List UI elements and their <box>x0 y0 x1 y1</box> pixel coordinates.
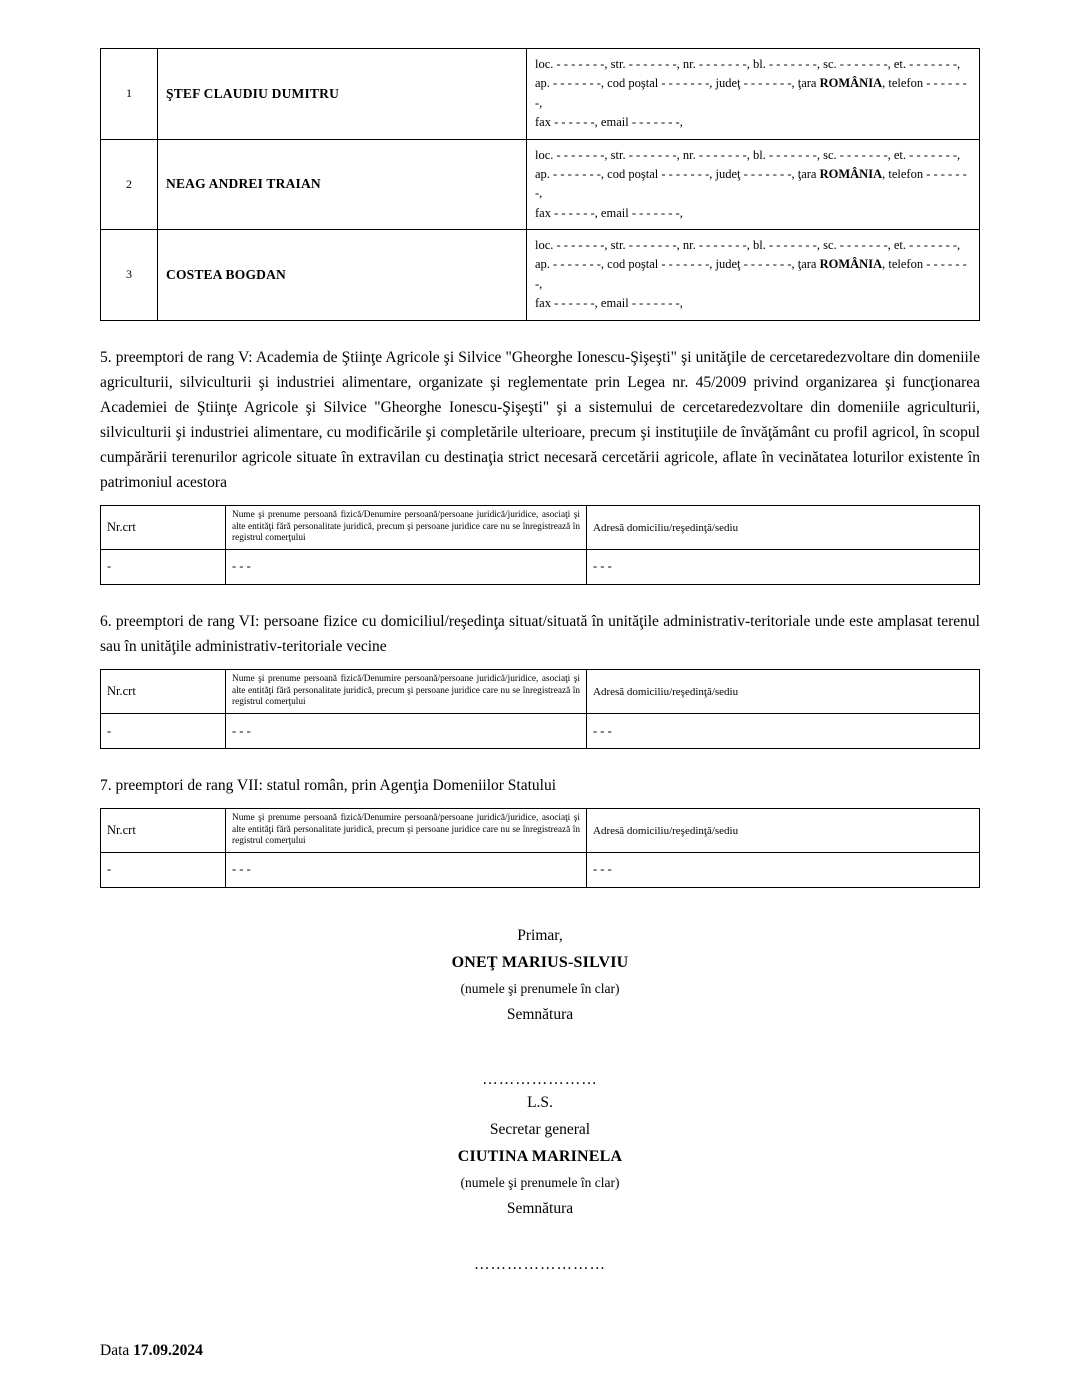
mayor-name-note: (numele şi prenumele în clar) <box>460 981 620 997</box>
column-header-name-text: Nume şi prenume persoană fizică/Denumire persoană/persoane juridică/juridice, asociaţi şi alte entităţi fără personalitate juridică, precum şi persoane juridice care nu se înregistrează în registrul comerţului <box>232 674 580 708</box>
address-line-2b: , telefon - - - - - - -, <box>535 257 967 291</box>
column-header-address: Adresă domiciliu/reşedinţă/sediu <box>587 809 980 853</box>
address-country: ROMÂNIA <box>819 257 883 272</box>
cell-name: - - - <box>226 852 587 887</box>
section-5-paragraph: 5. preemptori de rang V: Academia de Ştiinţe Agricole şi Silvice "Gheorghe Ionescu-Şişeşti" şi unităţile de cercetaredezvoltare din domeniile agriculturii, silviculturii şi industriei alimentare, organizate şi reglementate prin Legea nr. 45/2009 privind organizarea şi funcţionarea Academiei de Ştiinţe Agricole şi Silvice "Gheorghe Ionescu-Şişeşti" şi a sistemului de cercetaredezvoltare din domeniile agriculturii, silviculturii şi industriei alimentare, cu modificările şi completările ulterioare, precum şi instituţiile de învăţământ cu profil agricol, în scopul cumpărării terenurilor agricole situate în extravilan cu destinaţia strict necesară cercetării agricole, aflate în vecinătatea loturilor existente în patrimoniul acestora <box>100 348 980 492</box>
person-name: COSTEA BOGDAN <box>158 230 527 321</box>
address-line-1: loc. - - - - - - -, str. - - - - - - -, nr. - - - - - - -, bl. - - - - - - -, sc. - - - - - - -, et. - - - - - - -, <box>535 238 961 252</box>
cell-address: - - - <box>587 549 980 584</box>
section-7-table <box>100 808 980 888</box>
person-address <box>527 139 980 230</box>
date-label: Data <box>100 1342 134 1360</box>
address-line-2a: ap. - - - - - - -, cod poştal - - - - - - -, judeţ - - - - - - -, ţara <box>535 76 820 91</box>
address-line-3: fax - - - - - -, email - - - - - - -, <box>535 205 683 220</box>
column-header-nrcrt: Nr.crt <box>101 670 226 714</box>
mayor-name: ONEŢ MARIUS-SILVIU <box>451 954 629 972</box>
secretary-name-note: (numele şi prenumele în clar) <box>460 1174 620 1190</box>
section-7-paragraph: 7. preemptori de rang VII: statul român, prin Agenţia Domeniilor Statului <box>100 777 557 795</box>
cell-nrcrt: - <box>101 549 226 584</box>
table-header-row <box>101 506 980 550</box>
section-6-table <box>100 669 980 749</box>
signature-spacer-2 <box>100 1222 980 1256</box>
secretary-signature-label: Semnătura <box>506 1200 574 1218</box>
cell-name: - - - <box>226 549 587 584</box>
ls-label: L.S. <box>527 1093 553 1111</box>
table-row <box>101 139 980 230</box>
cell-name: - - - <box>226 714 587 749</box>
secretary-signature-dots: …………………… <box>474 1256 606 1274</box>
persons-table-body <box>101 49 980 321</box>
column-header-address: Adresă domiciliu/reşedinţă/sediu <box>587 670 980 714</box>
section-5-table-body <box>101 506 980 585</box>
document-date <box>100 1342 982 1360</box>
cell-nrcrt: - <box>101 714 226 749</box>
section-7-table-body <box>101 809 980 888</box>
table-row <box>101 49 980 140</box>
table-row <box>101 549 980 584</box>
mayor-signature-label: Semnătura <box>506 1006 574 1024</box>
cell-nrcrt: - <box>101 852 226 887</box>
person-address <box>527 49 980 140</box>
table-row <box>101 852 980 887</box>
preemptors-persons-table <box>100 48 980 321</box>
table-row <box>101 714 980 749</box>
table-row <box>101 230 980 321</box>
address-line-3: fax - - - - - -, email - - - - - - -, <box>535 296 683 311</box>
column-header-address: Adresă domiciliu/reşedinţă/sediu <box>587 506 980 550</box>
address-line-2a: ap. - - - - - - -, cod poştal - - - - - - -, judeţ - - - - - - -, ţara <box>535 257 820 272</box>
column-header-nrcrt: Nr.crt <box>101 506 226 550</box>
column-header-nrcrt: Nr.crt <box>101 809 226 853</box>
section-6-paragraph: 6. preemptori de rang VI: persoane fizice cu domiciliul/reşedinţa situat/situată în unităţile administrativ-teritoriale unde este amplasat terenul sau în unităţile administrativ-teritoriale vecine <box>100 612 980 656</box>
address-line-1: loc. - - - - - - -, str. - - - - - - -, nr. - - - - - - -, bl. - - - - - - -, sc. - - - - - - -, et. - - - - - - -, <box>535 147 961 162</box>
column-header-name <box>226 809 587 853</box>
row-index: 2 <box>101 139 158 230</box>
cell-address: - - - <box>587 852 980 887</box>
section-6-table-body <box>101 670 980 749</box>
person-name: ŞTEF CLAUDIU DUMITRU <box>158 49 527 140</box>
signature-spacer <box>100 1029 980 1071</box>
column-header-name <box>226 670 587 714</box>
row-index: 3 <box>101 230 158 321</box>
address-line-2a: ap. - - - - - - -, cod poştal - - - - - - -, judeţ - - - - - - -, ţara <box>535 166 820 181</box>
section-5-table <box>100 505 980 585</box>
secretary-name: CIUTINA MARINELA <box>457 1147 623 1165</box>
column-header-name-text: Nume şi prenume persoană fizică/Denumire persoană/persoane juridică/juridice, asociaţi şi alte entităţi fără personalitate juridică, precum şi persoane juridice care nu se înregistrează în registrul comerţului <box>232 510 580 544</box>
mayor-signature-dots: ………………… <box>482 1070 598 1088</box>
cell-address: - - - <box>587 714 980 749</box>
signature-block <box>100 922 980 1274</box>
column-header-name-text: Nume şi prenume persoană fizică/Denumire persoană/persoane juridică/juridice, asociaţi şi alte entităţi fără personalitate juridică, precum şi persoane juridice care nu se înregistrează în registrul comerţului <box>232 813 580 847</box>
address-line-3: fax - - - - - -, email - - - - - - -, <box>535 115 683 130</box>
row-index: 1 <box>101 49 158 140</box>
mayor-role: Primar, <box>517 926 563 944</box>
column-header-name <box>226 506 587 550</box>
person-address <box>527 230 980 321</box>
table-header-row <box>101 670 980 714</box>
address-line-2b: , telefon - - - - - - -, <box>535 76 967 110</box>
address-country: ROMÂNIA <box>819 166 883 181</box>
secretary-role: Secretar general <box>489 1120 591 1138</box>
person-name: NEAG ANDREI TRAIAN <box>158 139 527 230</box>
address-line-2b: , telefon - - - - - - -, <box>535 166 967 201</box>
table-header-row <box>101 809 980 853</box>
address-line-1: loc. - - - - - - -, str. - - - - - - -, nr. - - - - - - -, bl. - - - - - - -, sc. - - - - - - -, et. - - - - - - -, <box>535 57 961 71</box>
address-country: ROMÂNIA <box>819 76 883 91</box>
date-value: 17.09.2024 <box>133 1342 203 1360</box>
